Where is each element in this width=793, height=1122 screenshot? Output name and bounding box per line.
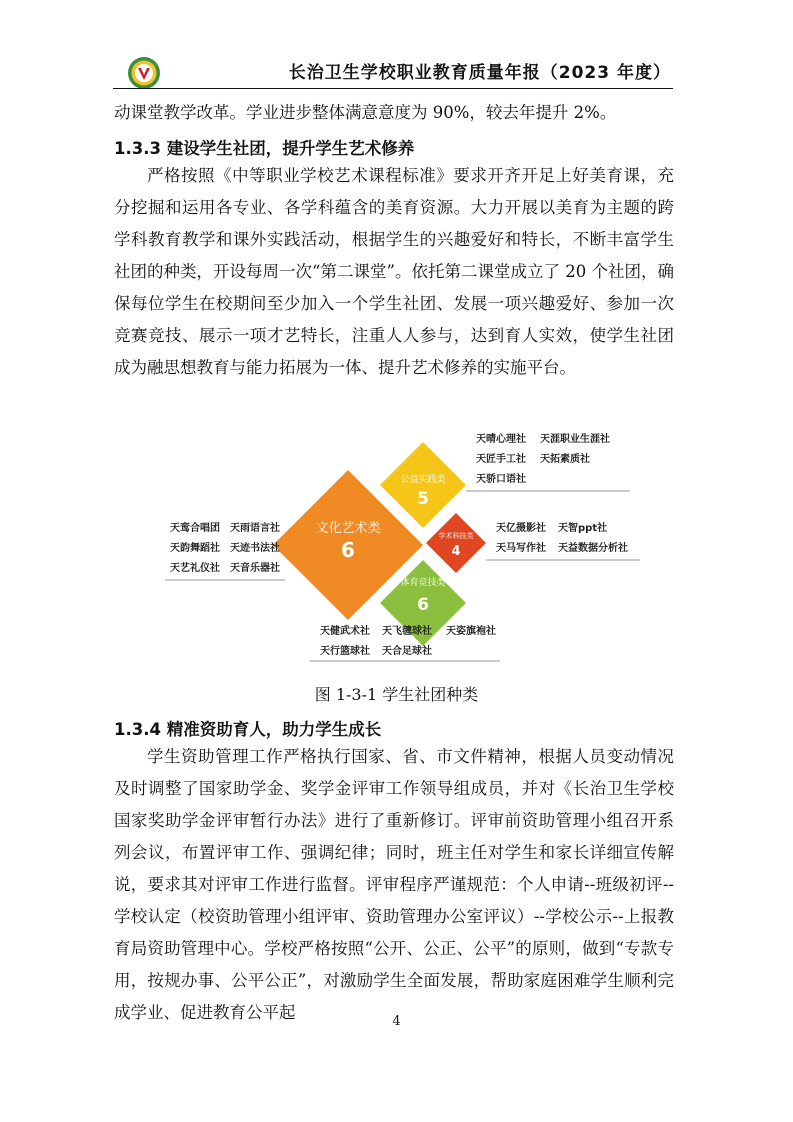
category-academic-tech bbox=[426, 513, 486, 573]
public-welfare-label: 公益实践类 bbox=[400, 475, 446, 485]
culture-arts-count: 6 bbox=[341, 538, 355, 562]
club-item: 天拓素质社 bbox=[540, 454, 590, 465]
club-item: 天合足球社 bbox=[382, 646, 432, 657]
club-item: 天韵舞蹈社 bbox=[170, 543, 220, 554]
header-rule bbox=[113, 88, 673, 89]
club-item: 天骄口语社 bbox=[476, 474, 526, 485]
culture-arts-label: 文化艺术类 bbox=[315, 521, 381, 536]
club-item: 天健武术社 bbox=[320, 626, 370, 637]
academic-tech-club-list bbox=[496, 521, 628, 554]
intro-text-block bbox=[114, 97, 674, 129]
page-number: 4 bbox=[392, 1014, 401, 1029]
intro-line: 动课堂教学改革。学业进步整体满意意度为 90%，较去年提升 2%。 bbox=[114, 103, 617, 122]
club-item: 天亿摄影社 bbox=[496, 523, 546, 534]
club-item: 天行篮球社 bbox=[320, 646, 370, 657]
club-item: 天马写作社 bbox=[496, 543, 546, 554]
club-item: 天雨语言社 bbox=[230, 523, 280, 534]
public-welfare-club-list bbox=[476, 432, 610, 485]
club-item: 天艺礼仪社 bbox=[170, 563, 220, 574]
public-welfare-count: 5 bbox=[417, 489, 429, 509]
club-item: 天匠手工社 bbox=[476, 454, 526, 465]
school-logo bbox=[127, 56, 161, 90]
section-134-heading: 1.3.4 精准资助育人，助力学生成长 bbox=[114, 720, 382, 739]
club-category-diagram bbox=[160, 420, 660, 670]
club-item: 天智ppt社 bbox=[558, 523, 608, 534]
club-item: 天鸾合唱团 bbox=[170, 523, 220, 534]
sports-label: 体育竞技类 bbox=[400, 578, 446, 588]
section-133-body bbox=[114, 160, 674, 384]
figure-caption: 图 1-3-1 学生社团种类 bbox=[314, 685, 479, 704]
sports-count: 6 bbox=[417, 595, 429, 615]
section-133-heading: 1.3.3 建设学生社团，提升学生艺术修养 bbox=[114, 139, 415, 158]
club-item: 天飞毽球社 bbox=[382, 626, 432, 637]
academic-tech-diamond bbox=[426, 513, 486, 573]
club-item: 天音乐器社 bbox=[230, 563, 280, 574]
section-133-paragraph: 严格按照《中等职业学校艺术课程标准》要求开齐开足上好美育课，充分挖掘和运用各专业、各学科蕴含的美育资源。大力开展以美育为主题的跨学科教育教学和课外实践活动，根据学生的兴趣爱好和特长，不断丰富学生社团的种类，开设每周一次“第二课堂”。依托第二课堂成立了 20 个社团，确保每位学生在校期间至少加入一个学生社团、发展一项兴趣爱好、参加一次竞赛竞技、展示一项才艺特长，注重人人参与，达到育人实效，使学生社团成为融思想教育与能力拓展为一体、提升艺术修养的实施平台。 bbox=[114, 166, 674, 377]
academic-tech-label: 学术科技类 bbox=[438, 532, 474, 540]
club-item: 天涯职业生涯社 bbox=[540, 434, 610, 445]
club-item: 天迹书法社 bbox=[230, 543, 280, 554]
section-134-paragraph: 学生资助管理工作严格执行国家、省、市文件精神，根据人员变动情况及时调整了国家助学金、奖学金评审工作领导组成员，并对《长治卫生学校国家奖助学金评审暂行办法》进行了重新修订。评审前资助管理小组召开系列会议，布置评审工作、强调纪律；同时，班主任对学生和家长详细宣传解说，要求其对评审工作进行监督。评审程序严谨规范：个人申请--班级初评--学校认定（校资助管理小组评审、资助管理办公室评议）--学校公示--上报教育局资助管理中心。学校严格按照“公开、公正、公平”的原则，做到“专款专用，按规办事、公平公正”，对激励学生全面发展，帮助家庭困难学生顺利完成学业、促进教育公平起 bbox=[114, 747, 674, 1022]
club-item: 天姿旗袍社 bbox=[446, 626, 496, 637]
section-134-body bbox=[114, 741, 674, 1029]
culture-arts-club-list bbox=[170, 521, 280, 574]
academic-tech-count: 4 bbox=[451, 544, 461, 559]
sports-club-list bbox=[320, 624, 496, 657]
club-item: 天益数据分析社 bbox=[558, 543, 628, 554]
header-title: 长治卫生学校职业教育质量年报（2023 年度） bbox=[288, 63, 671, 83]
club-item: 天晴心理社 bbox=[476, 434, 526, 445]
